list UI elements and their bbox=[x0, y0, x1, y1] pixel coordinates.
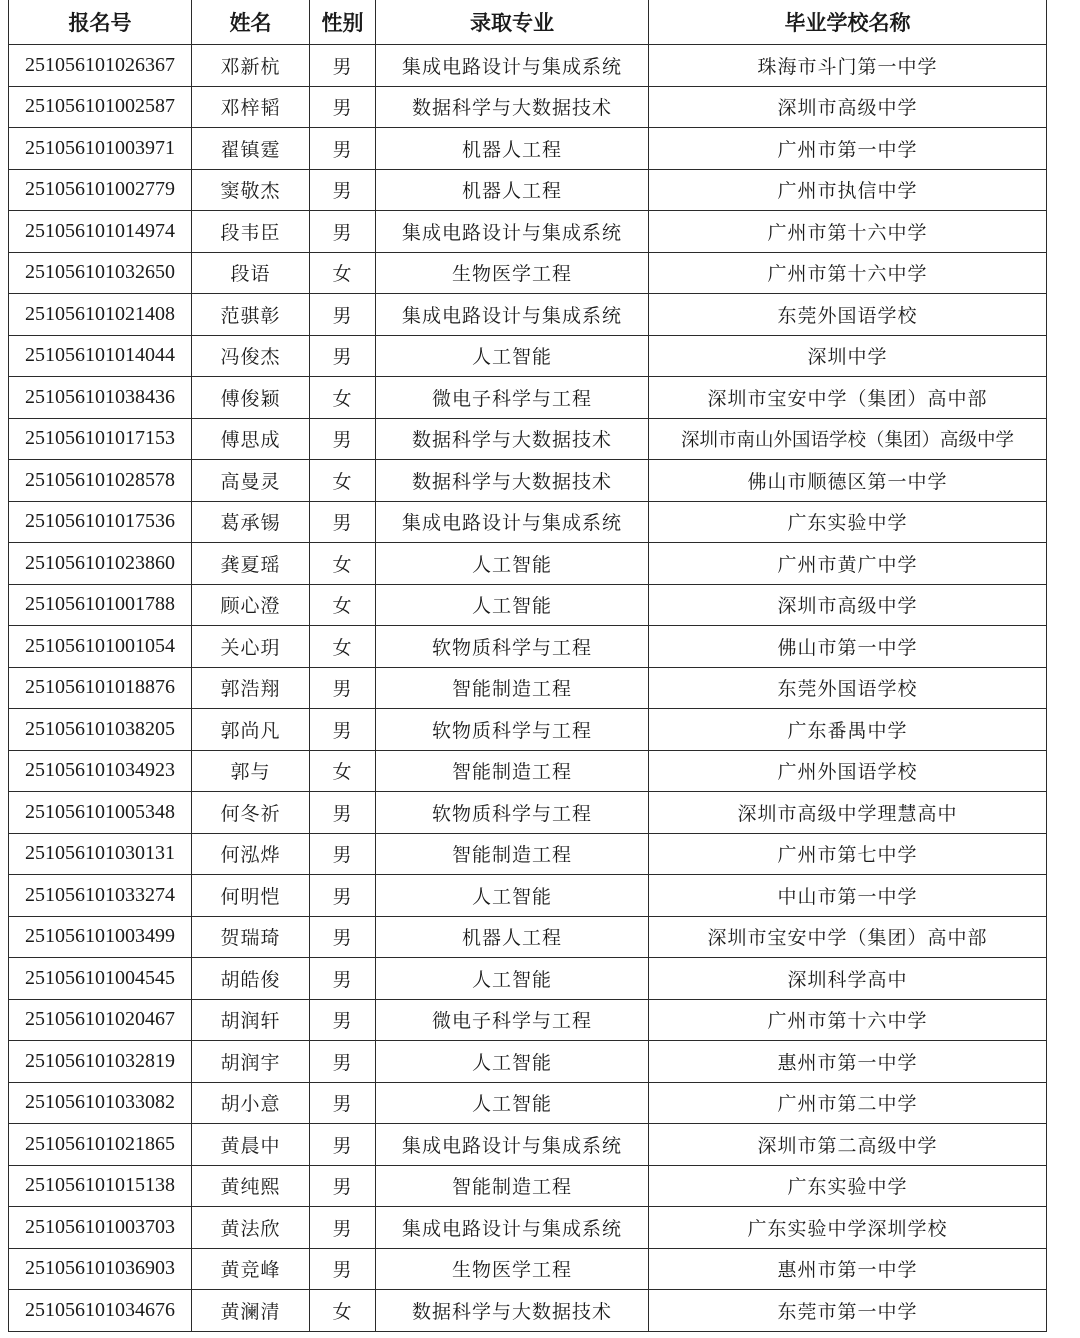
table-row bbox=[9, 211, 1047, 253]
student-name-cell: 高曼灵 bbox=[192, 460, 310, 502]
table-row bbox=[9, 128, 1047, 170]
admitted-major-cell: 智能制造工程 bbox=[376, 750, 649, 792]
gender-cell: 男 bbox=[310, 418, 376, 460]
admitted-major-cell: 集成电路设计与集成系统 bbox=[376, 45, 649, 87]
table-row bbox=[9, 418, 1047, 460]
student-name-cell: 邓梓韬 bbox=[192, 86, 310, 128]
graduating-school-cell: 深圳市高级中学 bbox=[649, 584, 1047, 626]
gender-cell: 男 bbox=[310, 128, 376, 170]
admitted-major-cell: 人工智能 bbox=[376, 1082, 649, 1124]
student-name-cell: 傅思成 bbox=[192, 418, 310, 460]
graduating-school-cell: 广州市第十六中学 bbox=[649, 252, 1047, 294]
table-row bbox=[9, 45, 1047, 87]
table-row bbox=[9, 543, 1047, 585]
registration-number-cell: 251056101033082 bbox=[9, 1082, 192, 1124]
admitted-major-cell: 智能制造工程 bbox=[376, 667, 649, 709]
gender-cell: 女 bbox=[310, 1290, 376, 1332]
registration-number-cell: 251056101032650 bbox=[9, 252, 192, 294]
graduating-school-cell: 中山市第一中学 bbox=[649, 875, 1047, 917]
student-name-cell: 窦敬杰 bbox=[192, 169, 310, 211]
graduating-school-cell: 深圳市第二高级中学 bbox=[649, 1124, 1047, 1166]
gender-cell: 男 bbox=[310, 1041, 376, 1083]
registration-number-cell: 251056101003499 bbox=[9, 916, 192, 958]
gender-cell: 男 bbox=[310, 1207, 376, 1249]
admitted-major-cell: 软物质科学与工程 bbox=[376, 792, 649, 834]
graduating-school-cell: 深圳市高级中学 bbox=[649, 86, 1047, 128]
table-row bbox=[9, 460, 1047, 502]
admitted-major-cell: 机器人工程 bbox=[376, 916, 649, 958]
registration-number-cell: 251056101001054 bbox=[9, 626, 192, 668]
registration-number-cell: 251056101014044 bbox=[9, 335, 192, 377]
graduating-school-cell: 广东番禺中学 bbox=[649, 709, 1047, 751]
admitted-major-cell: 生物医学工程 bbox=[376, 1248, 649, 1290]
student-name-cell: 邓新杭 bbox=[192, 45, 310, 87]
table-row bbox=[9, 294, 1047, 336]
registration-number-cell: 251056101015138 bbox=[9, 1165, 192, 1207]
graduating-school-cell: 佛山市第一中学 bbox=[649, 626, 1047, 668]
registration-number-cell: 251056101017153 bbox=[9, 418, 192, 460]
table-row bbox=[9, 1124, 1047, 1166]
admission-table bbox=[8, 0, 1047, 1332]
table-row bbox=[9, 999, 1047, 1041]
graduating-school-cell: 广东实验中学深圳学校 bbox=[649, 1207, 1047, 1249]
graduating-school-cell: 深圳中学 bbox=[649, 335, 1047, 377]
table-row bbox=[9, 958, 1047, 1000]
gender-cell: 男 bbox=[310, 1165, 376, 1207]
student-name-cell: 黄法欣 bbox=[192, 1207, 310, 1249]
admitted-major-cell: 机器人工程 bbox=[376, 169, 649, 211]
table-row bbox=[9, 1207, 1047, 1249]
student-name-cell: 黄竞峰 bbox=[192, 1248, 310, 1290]
graduating-school-cell: 深圳市宝安中学（集团）高中部 bbox=[649, 916, 1047, 958]
registration-number-cell: 251056101030131 bbox=[9, 833, 192, 875]
student-name-cell: 何冬祈 bbox=[192, 792, 310, 834]
table-row bbox=[9, 1290, 1047, 1332]
student-name-cell: 胡润宇 bbox=[192, 1041, 310, 1083]
gender-cell: 男 bbox=[310, 335, 376, 377]
graduating-school-cell: 东莞市第一中学 bbox=[649, 1290, 1047, 1332]
graduating-school-cell: 广州市第一中学 bbox=[649, 128, 1047, 170]
student-name-cell: 何泓烨 bbox=[192, 833, 310, 875]
gender-cell: 男 bbox=[310, 833, 376, 875]
gender-cell: 女 bbox=[310, 584, 376, 626]
student-name-cell: 郭与 bbox=[192, 750, 310, 792]
table-row bbox=[9, 169, 1047, 211]
student-name-cell: 冯俊杰 bbox=[192, 335, 310, 377]
registration-number-cell: 251056101036903 bbox=[9, 1248, 192, 1290]
graduating-school-cell: 广东实验中学 bbox=[649, 1165, 1047, 1207]
admitted-major-cell: 人工智能 bbox=[376, 875, 649, 917]
gender-cell: 女 bbox=[310, 460, 376, 502]
graduating-school-cell: 广州外国语学校 bbox=[649, 750, 1047, 792]
graduating-school-cell: 广州市第七中学 bbox=[649, 833, 1047, 875]
admitted-major-cell: 机器人工程 bbox=[376, 128, 649, 170]
table-row bbox=[9, 667, 1047, 709]
student-name-cell: 傅俊颖 bbox=[192, 377, 310, 419]
admitted-major-cell: 集成电路设计与集成系统 bbox=[376, 1207, 649, 1249]
registration-number-cell: 251056101023860 bbox=[9, 543, 192, 585]
admitted-major-cell: 智能制造工程 bbox=[376, 1165, 649, 1207]
student-name-cell: 贺瑞琦 bbox=[192, 916, 310, 958]
registration-number-cell: 251056101033274 bbox=[9, 875, 192, 917]
admitted-major-cell: 软物质科学与工程 bbox=[376, 709, 649, 751]
gender-cell: 男 bbox=[310, 916, 376, 958]
admitted-major-cell: 集成电路设计与集成系统 bbox=[376, 501, 649, 543]
registration-number-cell: 251056101020467 bbox=[9, 999, 192, 1041]
registration-number-cell: 251056101034676 bbox=[9, 1290, 192, 1332]
table-row bbox=[9, 1041, 1047, 1083]
table-row bbox=[9, 335, 1047, 377]
table-row bbox=[9, 1082, 1047, 1124]
header-admitted-major: 录取专业 bbox=[376, 0, 649, 45]
admitted-major-cell: 智能制造工程 bbox=[376, 833, 649, 875]
table-row bbox=[9, 626, 1047, 668]
gender-cell: 女 bbox=[310, 252, 376, 294]
student-name-cell: 关心玥 bbox=[192, 626, 310, 668]
admitted-major-cell: 集成电路设计与集成系统 bbox=[376, 1124, 649, 1166]
table-row bbox=[9, 916, 1047, 958]
table-row bbox=[9, 377, 1047, 419]
admitted-major-cell: 人工智能 bbox=[376, 584, 649, 626]
graduating-school-cell: 惠州市第一中学 bbox=[649, 1248, 1047, 1290]
student-name-cell: 段语 bbox=[192, 252, 310, 294]
admitted-major-cell: 数据科学与大数据技术 bbox=[376, 1290, 649, 1332]
student-name-cell: 翟镇霆 bbox=[192, 128, 310, 170]
table-body bbox=[9, 45, 1047, 1332]
graduating-school-cell: 广州市黄广中学 bbox=[649, 543, 1047, 585]
graduating-school-cell: 广州市第二中学 bbox=[649, 1082, 1047, 1124]
admitted-major-cell: 人工智能 bbox=[376, 335, 649, 377]
student-name-cell: 何明恺 bbox=[192, 875, 310, 917]
admitted-major-cell: 数据科学与大数据技术 bbox=[376, 418, 649, 460]
registration-number-cell: 251056101003703 bbox=[9, 1207, 192, 1249]
gender-cell: 女 bbox=[310, 543, 376, 585]
student-name-cell: 龚夏瑶 bbox=[192, 543, 310, 585]
student-name-cell: 胡小意 bbox=[192, 1082, 310, 1124]
graduating-school-cell: 深圳科学高中 bbox=[649, 958, 1047, 1000]
registration-number-cell: 251056101038205 bbox=[9, 709, 192, 751]
registration-number-cell: 251056101005348 bbox=[9, 792, 192, 834]
registration-number-cell: 251056101003971 bbox=[9, 128, 192, 170]
table-row bbox=[9, 501, 1047, 543]
gender-cell: 男 bbox=[310, 45, 376, 87]
registration-number-cell: 251056101002587 bbox=[9, 86, 192, 128]
graduating-school-cell: 佛山市顺德区第一中学 bbox=[649, 460, 1047, 502]
gender-cell: 男 bbox=[310, 792, 376, 834]
graduating-school-cell: 深圳市南山外国语学校（集团）高级中学 bbox=[649, 418, 1047, 460]
registration-number-cell: 251056101021408 bbox=[9, 294, 192, 336]
student-name-cell: 顾心澄 bbox=[192, 584, 310, 626]
student-name-cell: 胡皓俊 bbox=[192, 958, 310, 1000]
registration-number-cell: 251056101017536 bbox=[9, 501, 192, 543]
gender-cell: 女 bbox=[310, 750, 376, 792]
student-name-cell: 黄晨中 bbox=[192, 1124, 310, 1166]
student-name-cell: 段韦臣 bbox=[192, 211, 310, 253]
admitted-major-cell: 微电子科学与工程 bbox=[376, 999, 649, 1041]
student-name-cell: 黄澜清 bbox=[192, 1290, 310, 1332]
table-row bbox=[9, 86, 1047, 128]
table-row bbox=[9, 709, 1047, 751]
gender-cell: 男 bbox=[310, 1082, 376, 1124]
gender-cell: 男 bbox=[310, 875, 376, 917]
gender-cell: 男 bbox=[310, 211, 376, 253]
header-graduating-school: 毕业学校名称 bbox=[649, 0, 1047, 45]
registration-number-cell: 251056101028578 bbox=[9, 460, 192, 502]
graduating-school-cell: 广东实验中学 bbox=[649, 501, 1047, 543]
registration-number-cell: 251056101032819 bbox=[9, 1041, 192, 1083]
registration-number-cell: 251056101014974 bbox=[9, 211, 192, 253]
gender-cell: 男 bbox=[310, 86, 376, 128]
registration-number-cell: 251056101021865 bbox=[9, 1124, 192, 1166]
gender-cell: 女 bbox=[310, 377, 376, 419]
graduating-school-cell: 珠海市斗门第一中学 bbox=[649, 45, 1047, 87]
table-row bbox=[9, 1165, 1047, 1207]
graduating-school-cell: 深圳市高级中学理慧高中 bbox=[649, 792, 1047, 834]
header-row bbox=[9, 0, 1047, 45]
gender-cell: 男 bbox=[310, 294, 376, 336]
gender-cell: 女 bbox=[310, 626, 376, 668]
admitted-major-cell: 集成电路设计与集成系统 bbox=[376, 211, 649, 253]
registration-number-cell: 251056101001788 bbox=[9, 584, 192, 626]
gender-cell: 男 bbox=[310, 501, 376, 543]
admitted-major-cell: 软物质科学与工程 bbox=[376, 626, 649, 668]
admitted-major-cell: 数据科学与大数据技术 bbox=[376, 86, 649, 128]
student-name-cell: 范骐彰 bbox=[192, 294, 310, 336]
admitted-major-cell: 集成电路设计与集成系统 bbox=[376, 294, 649, 336]
header-gender: 性别 bbox=[310, 0, 376, 45]
gender-cell: 男 bbox=[310, 1248, 376, 1290]
graduating-school-cell: 广州市执信中学 bbox=[649, 169, 1047, 211]
registration-number-cell: 251056101002779 bbox=[9, 169, 192, 211]
registration-number-cell: 251056101034923 bbox=[9, 750, 192, 792]
graduating-school-cell: 惠州市第一中学 bbox=[649, 1041, 1047, 1083]
table-row bbox=[9, 1248, 1047, 1290]
gender-cell: 男 bbox=[310, 1124, 376, 1166]
student-name-cell: 郭浩翔 bbox=[192, 667, 310, 709]
table-header bbox=[9, 0, 1047, 45]
graduating-school-cell: 广州市第十六中学 bbox=[649, 999, 1047, 1041]
header-name: 姓名 bbox=[192, 0, 310, 45]
gender-cell: 男 bbox=[310, 667, 376, 709]
table-row bbox=[9, 750, 1047, 792]
registration-number-cell: 251056101026367 bbox=[9, 45, 192, 87]
admitted-major-cell: 数据科学与大数据技术 bbox=[376, 460, 649, 502]
admitted-major-cell: 生物医学工程 bbox=[376, 252, 649, 294]
gender-cell: 男 bbox=[310, 999, 376, 1041]
admitted-major-cell: 人工智能 bbox=[376, 543, 649, 585]
registration-number-cell: 251056101004545 bbox=[9, 958, 192, 1000]
admitted-major-cell: 微电子科学与工程 bbox=[376, 377, 649, 419]
graduating-school-cell: 广州市第十六中学 bbox=[649, 211, 1047, 253]
gender-cell: 男 bbox=[310, 958, 376, 1000]
graduating-school-cell: 东莞外国语学校 bbox=[649, 667, 1047, 709]
graduating-school-cell: 东莞外国语学校 bbox=[649, 294, 1047, 336]
table-row bbox=[9, 833, 1047, 875]
student-name-cell: 胡润轩 bbox=[192, 999, 310, 1041]
registration-number-cell: 251056101018876 bbox=[9, 667, 192, 709]
table-row bbox=[9, 875, 1047, 917]
gender-cell: 男 bbox=[310, 709, 376, 751]
registration-number-cell: 251056101038436 bbox=[9, 377, 192, 419]
graduating-school-cell: 深圳市宝安中学（集团）高中部 bbox=[649, 377, 1047, 419]
table-row bbox=[9, 584, 1047, 626]
student-name-cell: 黄纯熙 bbox=[192, 1165, 310, 1207]
table-row bbox=[9, 792, 1047, 834]
gender-cell: 男 bbox=[310, 169, 376, 211]
table-row bbox=[9, 252, 1047, 294]
student-name-cell: 郭尚凡 bbox=[192, 709, 310, 751]
admitted-major-cell: 人工智能 bbox=[376, 958, 649, 1000]
header-registration-number: 报名号 bbox=[9, 0, 192, 45]
admitted-major-cell: 人工智能 bbox=[376, 1041, 649, 1083]
student-name-cell: 葛承锡 bbox=[192, 501, 310, 543]
